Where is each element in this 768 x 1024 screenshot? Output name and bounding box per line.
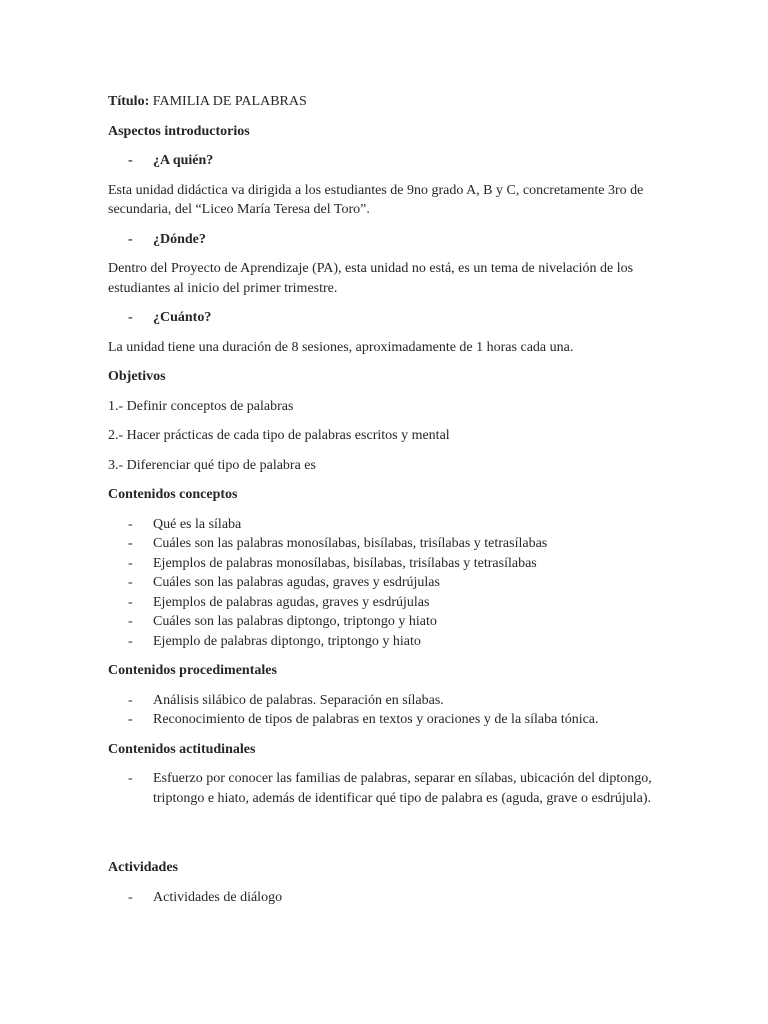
list-item-text: Ejemplos de palabras monosílabas, bisílabas, trisílabas y tetrasílabas <box>153 555 537 571</box>
where-paragraph: Dentro del Proyecto de Aprendizaje (PA), esta unidad no está, es un tema de nivelación de los estudiantes al inicio del primer trimestre. <box>108 261 634 296</box>
objective-item: 2.- Hacer prácticas de cada tipo de palabras escritos y mental <box>108 428 450 443</box>
title-value: FAMILIA DE PALABRAS <box>149 94 307 109</box>
list-item-text: Ejemplos de palabras agudas, graves y esdrújulas <box>153 594 430 610</box>
dash-bullet: - <box>128 692 133 708</box>
concepts-list <box>108 515 668 652</box>
question-who-label: ¿A quién? <box>153 153 214 168</box>
list-item <box>108 632 668 652</box>
dash-bullet: - <box>128 712 133 727</box>
dash-bullet: - <box>128 310 133 325</box>
list-item <box>108 515 668 535</box>
document-title <box>108 92 668 112</box>
list-item-text: Cuáles son las palabras agudas, graves y esdrújulas <box>153 575 440 590</box>
list-item-text: Ejemplo de palabras diptongo, triptongo y hiato <box>153 633 421 649</box>
list-item <box>108 534 668 554</box>
question-where <box>108 230 668 250</box>
procedural-list <box>108 691 668 730</box>
list-item <box>108 554 668 574</box>
title-label: Título: <box>108 94 150 109</box>
dash-bullet: - <box>128 889 133 905</box>
dash-bullet: - <box>128 594 133 610</box>
dash-bullet: - <box>128 633 133 649</box>
list-item <box>108 573 668 593</box>
activities-heading: Actividades <box>108 860 178 875</box>
list-item <box>108 612 668 632</box>
list-item <box>108 769 668 808</box>
list-item-text: Cuáles son las palabras monosílabas, bisílabas, trisílabas y tetrasílabas <box>153 536 548 551</box>
attitudinal-list <box>108 769 668 808</box>
objective-item: 3.- Diferenciar qué tipo de palabra es <box>108 457 316 473</box>
list-item <box>108 888 668 908</box>
list-item-text: Cuáles son las palabras diptongo, triptongo y hiato <box>153 614 437 629</box>
dash-bullet: - <box>128 575 133 590</box>
list-item-text: Reconocimiento de tipos de palabras en textos y oraciones y de la sílaba tónica. <box>153 712 599 727</box>
intro-heading: Aspectos introductorios <box>108 123 250 139</box>
dash-bullet: - <box>128 231 133 247</box>
list-item-text: Qué es la sílaba <box>153 516 242 532</box>
attitudinal-heading: Contenidos actitudinales <box>108 741 256 757</box>
objective-item: 1.- Definir conceptos de palabras <box>108 398 294 414</box>
activities-list <box>108 888 668 908</box>
question-who <box>108 151 668 171</box>
dash-bullet: - <box>128 614 133 629</box>
list-item <box>108 691 668 711</box>
list-item <box>108 710 668 730</box>
objectives-heading: Objetivos <box>108 369 166 384</box>
list-item-text: Análisis silábico de palabras. Separación en sílabas. <box>153 692 444 708</box>
dash-bullet: - <box>128 771 133 786</box>
dash-bullet: - <box>128 153 133 168</box>
question-howmuch <box>108 308 668 328</box>
procedural-heading: Contenidos procedimentales <box>108 663 277 678</box>
who-paragraph: Esta unidad didáctica va dirigida a los estudiantes de 9no grado A, B y C, concretamente 3ro de secundaria, del “Liceo María Teresa del Toro”. <box>108 182 644 217</box>
dash-bullet: - <box>128 555 133 571</box>
dash-bullet: - <box>128 536 133 551</box>
list-item-text: Actividades de diálogo <box>153 889 283 905</box>
list-item-text: Esfuerzo por conocer las familias de palabras, separar en sílabas, ubicación del diptongo, triptongo e hiato, además de identificar qué tipo de palabra es (aguda, grave o esdrújula). <box>153 771 652 806</box>
list-item <box>108 593 668 613</box>
howmuch-paragraph: La unidad tiene una duración de 8 sesiones, aproximadamente de 1 horas cada una. <box>108 339 574 355</box>
concepts-heading: Contenidos conceptos <box>108 487 238 502</box>
question-howmuch-label: ¿Cuánto? <box>153 310 212 325</box>
blank-line <box>108 818 668 858</box>
dash-bullet: - <box>128 516 133 532</box>
question-where-label: ¿Dónde? <box>153 231 206 247</box>
document-page <box>108 92 668 917</box>
